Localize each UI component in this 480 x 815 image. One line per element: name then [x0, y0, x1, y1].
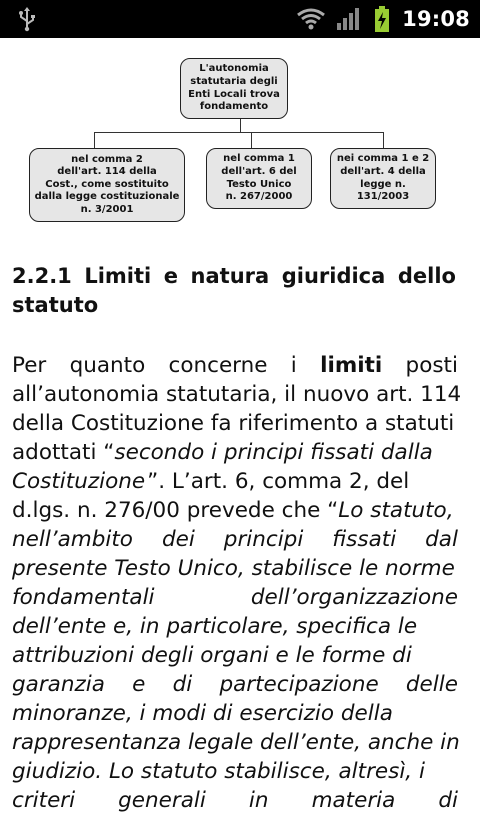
body-paragraph: Per quanto concerne i limiti posti all’autonomia statutaria, il nuovo art. 114 della Costituzione fa riferimento a statuti adottati “ secondo i principi fissati dalla Costituzione ”. L’art. 6, comma 2, del d.lgs. n. 276/00 prevede che “ Lo statuto, nell’ambito dei principi fissati dal presente Testo Unico, stabilisce le norme fondamentali dell’organizzazione dell’ente e, in particolare, specifica le attribuzioni degli organi e le forme di garanzia e di partecipazione delle minoranze, i modi di esercizio della rappresentanza legale dell’ente, anche in giudizio. Lo statuto stabilisce, altresì, i criteri generali in materia di: [12, 353, 462, 813]
usb-icon: [14, 6, 40, 32]
connector-right: [383, 132, 384, 148]
section-heading: 2.2.1 Limiti e natura giuridica dello statuto: [12, 264, 456, 317]
status-time: 19:08: [402, 7, 470, 31]
connector-left: [94, 132, 95, 148]
diagram-root-node: L'autonomia statutaria degli Enti Locali trova fondamento: [180, 58, 288, 119]
signal-icon: [336, 8, 362, 30]
battery-charging-icon: [374, 6, 390, 32]
connector-root: [240, 118, 241, 132]
connector-horizontal: [94, 132, 384, 133]
connector-middle: [251, 132, 252, 148]
status-bar: [0, 0, 480, 38]
org-diagram: [0, 38, 480, 228]
diagram-child-node-1: nel comma 2 dell'art. 114 della Cost., come sostituito dalla legge costituzionale n. 3/2001: [29, 148, 185, 222]
wifi-icon: [296, 7, 326, 31]
diagram-child-node-2: nel comma 1 dell'art. 6 del Testo Unico n. 267/2000: [206, 148, 312, 209]
diagram-child-node-3: nei comma 1 e 2 dell'art. 4 della legge n. 131/2003: [330, 148, 436, 209]
